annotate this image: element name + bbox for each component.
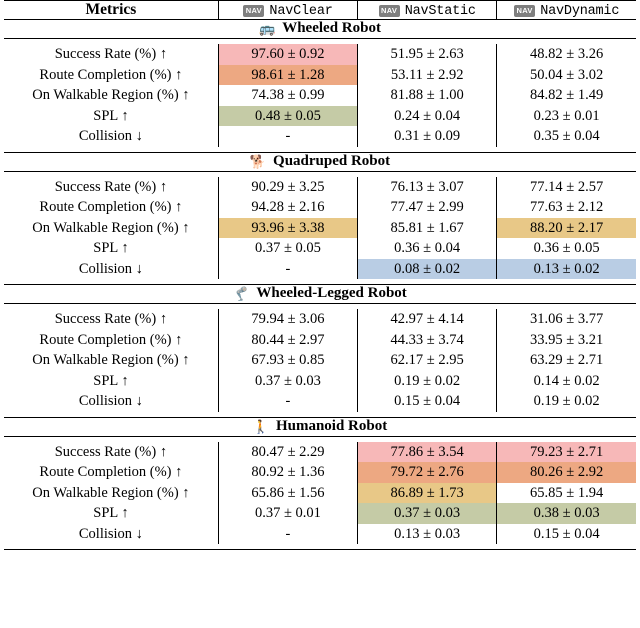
- result-cell: [218, 391, 357, 412]
- result-value: 0.37 ± 0.03: [254, 372, 321, 389]
- result-value: 51.95 ± 2.63: [390, 46, 464, 63]
- result-value: 77.47 ± 2.99: [390, 199, 464, 216]
- result-cell: [218, 218, 357, 239]
- result-value: -: [285, 128, 291, 145]
- result-value: 77.14 ± 2.57: [530, 178, 604, 195]
- result-value: 77.86 ± 3.54: [358, 442, 496, 463]
- result-value: -: [285, 525, 291, 542]
- table-row: [4, 44, 636, 65]
- result-value: 48.82 ± 3.26: [530, 46, 604, 63]
- result-cell: [218, 442, 357, 463]
- wheeled-legged-robot-icon: 🦿: [233, 286, 250, 302]
- result-cell: [497, 483, 636, 504]
- result-value: 53.11 ± 2.92: [390, 66, 464, 83]
- result-value: 0.13 ± 0.03: [394, 525, 461, 542]
- result-value: 0.35 ± 0.04: [533, 128, 600, 145]
- result-cell: [497, 371, 636, 392]
- result-value: 90.29 ± 3.25: [251, 178, 325, 195]
- result-value: 0.36 ± 0.04: [394, 240, 461, 257]
- result-value: 0.37 ± 0.05: [254, 240, 321, 257]
- result-value: 80.26 ± 2.92: [497, 462, 636, 483]
- table-row: [4, 218, 636, 239]
- result-cell: [358, 106, 497, 127]
- result-value: 80.47 ± 2.29: [251, 443, 325, 460]
- result-cell: [358, 126, 497, 147]
- table-row: [4, 442, 636, 463]
- quadruped-robot-icon: 🐕: [249, 153, 267, 169]
- metric-label: Collision ↓: [78, 525, 143, 542]
- benchmark-results-table: [4, 0, 636, 550]
- table-row: [4, 238, 636, 259]
- table-row: [4, 126, 636, 147]
- result-value: 50.04 ± 3.02: [530, 66, 604, 83]
- metric-label: Collision ↓: [78, 260, 143, 277]
- result-value: 31.06 ± 3.77: [530, 311, 604, 328]
- metric-label: On Walkable Region (%) ↑: [32, 352, 190, 368]
- result-cell: [218, 350, 357, 371]
- result-value: 67.93 ± 0.85: [251, 352, 325, 369]
- result-cell: [497, 462, 636, 483]
- metric-label: Success Rate (%) ↑: [54, 443, 168, 460]
- result-cell: [218, 177, 357, 198]
- result-value: 0.13 ± 0.02: [497, 259, 636, 280]
- table-row: [4, 330, 636, 351]
- result-value: 79.23 ± 2.71: [497, 442, 636, 463]
- result-cell: [358, 503, 497, 524]
- metric-label: SPL ↑: [93, 107, 129, 124]
- result-value: -: [285, 393, 291, 410]
- metric-label: SPL ↑: [93, 505, 129, 521]
- result-cell: [497, 177, 636, 198]
- result-cell: [218, 238, 357, 259]
- result-cell: [358, 309, 497, 330]
- result-cell: [218, 503, 357, 524]
- result-value: 0.31 ± 0.09: [394, 128, 461, 145]
- result-cell: [358, 524, 497, 545]
- result-value: 86.89 ± 1.73: [358, 483, 496, 504]
- result-value: 80.44 ± 2.97: [251, 331, 325, 348]
- result-cell: [218, 259, 357, 280]
- table-row: [4, 106, 636, 127]
- table-row: [4, 462, 636, 483]
- table-row: [4, 391, 636, 412]
- section-header-quadruped-robot: [4, 153, 636, 172]
- result-value: 98.61 ± 1.28: [219, 65, 357, 86]
- table-row: [4, 350, 636, 371]
- result-value: 76.13 ± 3.07: [390, 178, 464, 195]
- result-cell: [218, 197, 357, 218]
- result-value: 42.97 ± 4.14: [390, 311, 464, 328]
- nav-chip-navstatic: [379, 4, 476, 19]
- header-column-navdynamic: [497, 1, 636, 20]
- result-cell: [358, 197, 497, 218]
- section-header-humanoid-robot: [4, 418, 636, 437]
- result-cell: [497, 391, 636, 412]
- section-title: Wheeled-Legged Robot: [256, 285, 407, 302]
- metric-label: Success Rate (%) ↑: [54, 46, 168, 62]
- result-value: 85.81 ± 1.67: [390, 219, 464, 236]
- metric-label: Collision ↓: [78, 393, 143, 409]
- metric-label: Route Completion (%) ↑: [39, 331, 183, 348]
- result-cell: [358, 238, 497, 259]
- result-cell: [358, 65, 497, 86]
- metric-label: On Walkable Region (%) ↑: [32, 484, 190, 501]
- result-cell: [218, 524, 357, 545]
- result-cell: [497, 126, 636, 147]
- metric-label: Route Completion (%) ↑: [39, 464, 183, 480]
- nav-chip-navclear: [243, 4, 332, 19]
- table-row: [4, 65, 636, 86]
- metric-label: SPL ↑: [93, 240, 129, 256]
- table-row: [4, 483, 636, 504]
- header-metrics-label: Metrics: [85, 1, 137, 19]
- result-value: 0.15 ± 0.04: [394, 393, 461, 410]
- metric-label: Success Rate (%) ↑: [54, 178, 168, 195]
- result-cell: [497, 330, 636, 351]
- result-value: 84.82 ± 1.49: [530, 87, 604, 104]
- header-column-label: NavStatic: [404, 4, 476, 20]
- result-cell: [497, 44, 636, 65]
- table-row: [4, 309, 636, 330]
- result-cell: [497, 197, 636, 218]
- result-cell: [358, 177, 497, 198]
- result-cell: [358, 371, 497, 392]
- table-rule: [4, 550, 636, 551]
- result-value: 94.28 ± 2.16: [251, 199, 325, 216]
- result-value: 62.17 ± 2.95: [390, 352, 464, 369]
- result-value: 65.86 ± 1.56: [251, 484, 325, 501]
- result-value: 65.85 ± 1.94: [530, 484, 604, 501]
- result-cell: [497, 238, 636, 259]
- result-value: 0.38 ± 0.03: [497, 503, 636, 524]
- result-value: 80.92 ± 1.36: [251, 464, 325, 481]
- metric-label: Collision ↓: [78, 128, 143, 144]
- result-value: 0.08 ± 0.02: [358, 259, 496, 280]
- section-label: [233, 285, 407, 302]
- result-cell: [218, 106, 357, 127]
- header-metrics: [4, 1, 218, 20]
- result-cell: [497, 218, 636, 239]
- result-cell: [218, 85, 357, 106]
- section-label: [259, 20, 381, 37]
- result-value: 44.33 ± 3.74: [390, 331, 464, 348]
- nav-chip-navdynamic: [514, 4, 619, 19]
- metric-label: On Walkable Region (%) ↑: [32, 87, 190, 103]
- result-value: 74.38 ± 0.99: [251, 87, 325, 104]
- result-value: 0.24 ± 0.04: [394, 107, 461, 124]
- result-value: 97.60 ± 0.92: [219, 44, 357, 65]
- result-value: 0.23 ± 0.01: [533, 107, 600, 124]
- table-header-row: [4, 1, 636, 20]
- header-column-label: NavClear: [269, 4, 333, 20]
- result-cell: [218, 483, 357, 504]
- result-value: 0.37 ± 0.03: [358, 503, 496, 524]
- result-cell: [358, 259, 497, 280]
- result-cell: [218, 309, 357, 330]
- table-row: [4, 197, 636, 218]
- table-row: [4, 524, 636, 545]
- result-cell: [497, 309, 636, 330]
- table-row: [4, 177, 636, 198]
- nav-badge-icon: NAV: [379, 5, 400, 17]
- result-value: 0.48 ± 0.05: [219, 106, 357, 127]
- section-title: Humanoid Robot: [275, 417, 388, 434]
- result-cell: [218, 44, 357, 65]
- result-cell: [497, 350, 636, 371]
- header-column-navstatic: [358, 1, 497, 20]
- result-cell: [497, 85, 636, 106]
- result-cell: [497, 442, 636, 463]
- result-value: 0.37 ± 0.01: [254, 505, 321, 522]
- wheeled-robot-icon: 🚌: [259, 21, 276, 37]
- result-value: 0.14 ± 0.02: [533, 372, 600, 389]
- result-cell: [358, 218, 497, 239]
- result-cell: [218, 65, 357, 86]
- section-label: [250, 153, 390, 170]
- result-cell: [497, 259, 636, 280]
- result-value: 79.94 ± 3.06: [251, 311, 325, 328]
- result-value: 0.19 ± 0.02: [394, 372, 461, 389]
- result-value: 88.20 ± 2.17: [497, 218, 636, 239]
- result-cell: [358, 350, 497, 371]
- result-cell: [497, 106, 636, 127]
- result-cell: [218, 462, 357, 483]
- result-cell: [358, 85, 497, 106]
- result-cell: [358, 391, 497, 412]
- nav-badge-icon: NAV: [514, 5, 535, 17]
- result-value: 33.95 ± 3.21: [530, 331, 604, 348]
- result-cell: [358, 483, 497, 504]
- metric-label: Route Completion (%) ↑: [39, 199, 183, 215]
- metric-label: On Walkable Region (%) ↑: [32, 219, 190, 236]
- result-value: 63.29 ± 2.71: [530, 352, 604, 369]
- result-value: 77.63 ± 2.12: [530, 199, 604, 216]
- result-cell: [218, 371, 357, 392]
- result-value: -: [285, 260, 291, 277]
- result-cell: [358, 44, 497, 65]
- metric-label: Route Completion (%) ↑: [39, 66, 183, 83]
- result-cell: [497, 65, 636, 86]
- section-title: Wheeled Robot: [282, 20, 381, 37]
- result-cell: [358, 330, 497, 351]
- result-cell: [218, 126, 357, 147]
- result-cell: [218, 330, 357, 351]
- header-column-label: NavDynamic: [540, 4, 620, 20]
- result-cell: [497, 503, 636, 524]
- section-header-wheeled-legged-robot: [4, 285, 636, 304]
- table-row: [4, 85, 636, 106]
- table-row: [4, 503, 636, 524]
- section-header-wheeled-robot: [4, 20, 636, 39]
- table-row: [4, 259, 636, 280]
- result-value: 93.96 ± 3.38: [219, 218, 357, 239]
- result-value: 79.72 ± 2.76: [358, 462, 496, 483]
- table-row: [4, 371, 636, 392]
- result-value: 0.15 ± 0.04: [533, 525, 600, 542]
- metric-label: SPL ↑: [93, 372, 129, 389]
- nav-badge-icon: NAV: [243, 5, 264, 17]
- result-value: 81.88 ± 1.00: [390, 87, 464, 104]
- header-column-navclear: [218, 1, 357, 20]
- section-label: [253, 418, 387, 435]
- result-cell: [497, 524, 636, 545]
- result-cell: [358, 442, 497, 463]
- result-value: 0.19 ± 0.02: [533, 393, 600, 410]
- section-title: Quadruped Robot: [273, 152, 391, 169]
- result-cell: [358, 462, 497, 483]
- result-value: 0.36 ± 0.05: [533, 240, 600, 257]
- metric-label: Success Rate (%) ↑: [54, 311, 168, 327]
- humanoid-robot-icon: 🚶: [252, 418, 269, 434]
